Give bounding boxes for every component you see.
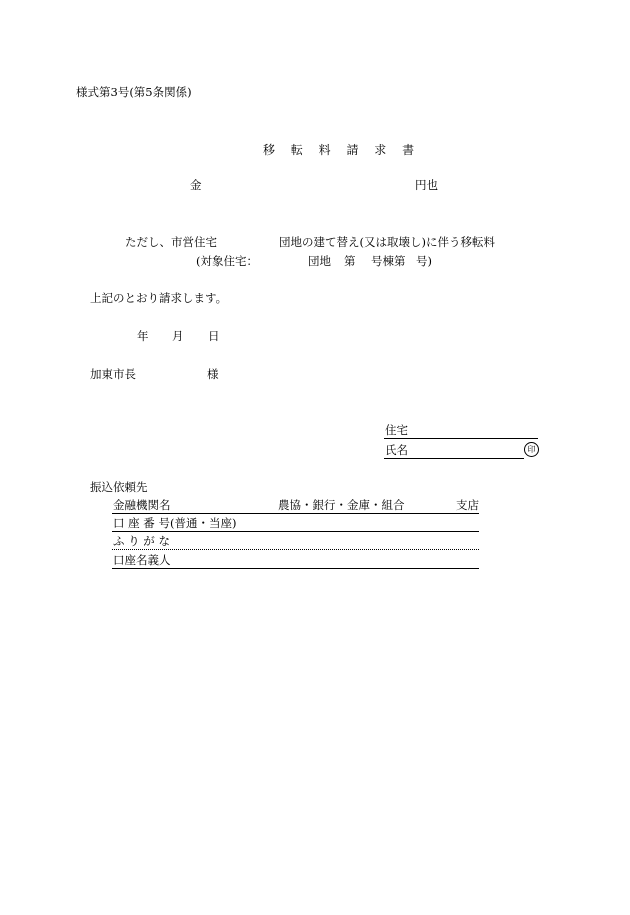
- proviso-line2-c: 第: [344, 254, 356, 268]
- date-day: 日: [208, 329, 220, 343]
- branch-label: 支店: [456, 498, 479, 512]
- addressee-honorific: 様: [207, 367, 219, 381]
- transfer-heading: 振込依頼先: [90, 480, 148, 494]
- furigana-label: ふ り が な: [113, 534, 170, 548]
- account-holder-label: 口座名義人: [113, 553, 171, 567]
- address-label: 住宅: [385, 423, 408, 437]
- proviso-line1-a: ただし、市営住宅: [125, 235, 217, 249]
- proviso-line2-a: (対象住宅：: [196, 254, 258, 268]
- request-statement: 上記のとおり請求します。: [90, 291, 228, 305]
- proviso-line2-b: 団地: [308, 254, 331, 268]
- proviso-line2-e: 号): [416, 254, 432, 268]
- date-month: 月: [172, 329, 184, 343]
- addressee-name: 加東市長: [90, 367, 136, 381]
- seal-mark: 印: [524, 442, 539, 457]
- amount-suffix: 円也: [415, 178, 438, 192]
- name-label: 氏名: [385, 443, 408, 457]
- amount-prefix: 金: [190, 178, 202, 192]
- bank-name-underline: [112, 513, 479, 514]
- address-underline: [384, 438, 538, 439]
- furigana-dotted-line: [112, 549, 479, 550]
- account-number-underline: [112, 531, 479, 532]
- proviso-line1-b: 団地の建て替え(又は取壊し)に伴う移転料: [279, 235, 495, 249]
- account-number-label: 口 座 番 号(普通・当座): [113, 516, 237, 530]
- document-title: 移 転 料 請 求 書: [263, 143, 421, 157]
- bank-name-label: 金融機関名: [113, 498, 171, 512]
- form-number: 様式第3号(第5条関係): [76, 85, 192, 99]
- bank-type-options: 農協・銀行・金庫・組合: [278, 498, 405, 512]
- proviso-line2-d: 号棟第: [371, 254, 406, 268]
- name-underline: [384, 458, 524, 459]
- date-year: 年: [137, 329, 149, 343]
- account-holder-underline: [112, 568, 479, 569]
